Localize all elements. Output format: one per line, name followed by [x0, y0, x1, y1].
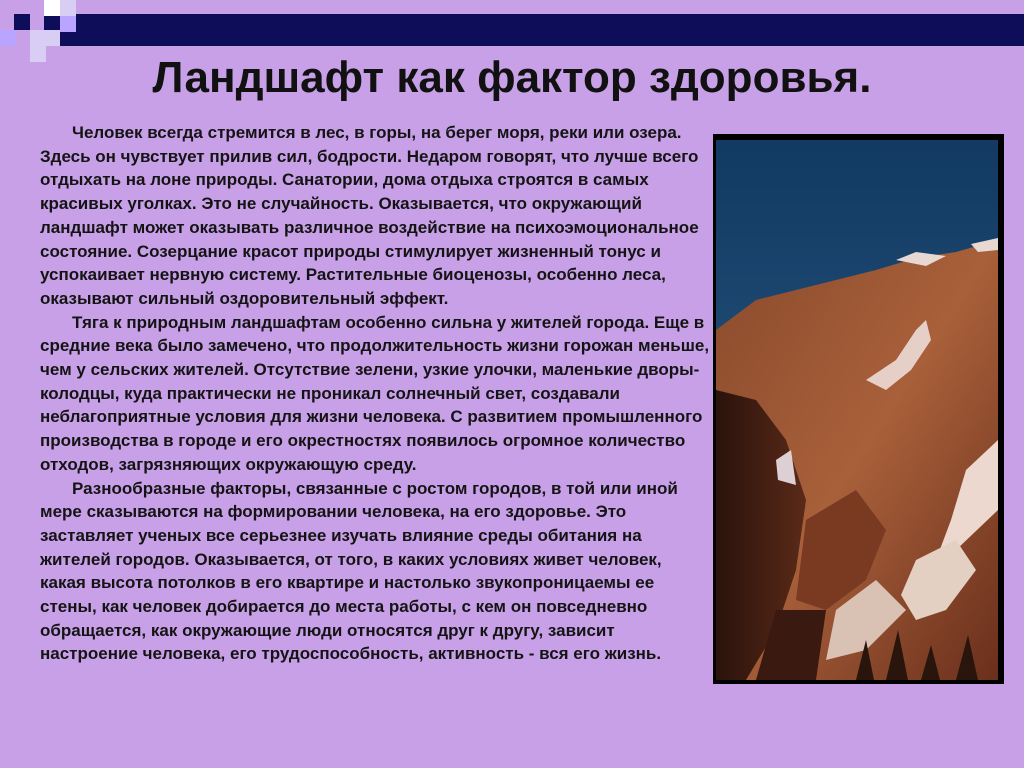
slide-title: Ландшафт как фактор здоровья. — [152, 53, 872, 102]
paragraph: Тяга к природным ландшафтам особенно сильна у жителей города. Еще в средние века было замечено, что продолжительность жизни горожан меньше, чем у сельских жителей. Отсутствие зелени, узкие улочки, маленькие дворы-колодцы, куда практически не проникал солнечный свет, создавали неблагоприятные условия для жизни человека. С развитием промышленного производства в городе и его окрестностях появилось огромное количество отходов, загрязняющих окружающую среду. — [40, 312, 710, 474]
corner-square-decoration — [44, 0, 60, 16]
corner-square-decoration — [0, 30, 16, 46]
corner-square-decoration — [44, 30, 60, 46]
paragraph: Человек всегда стремится в лес, в горы, на берег моря, реки или озера. Здесь он чувствует прилив сил, бодрости. Недаром говорят, что лучше всего отдыхать на лоне природы. Санатории, дома отдыха строятся в самых красивых уголках. Это не случайность. Оказывается, что окружающий ландшафт может оказывать различное воздействие на психоэмоциональное состояние. Созерцание красот природы стимулирует жизненный тонус и успокаивает нервную систему. Растительные биоценозы, особенно леса, оказывают сильный оздоровительный эффект. — [40, 123, 699, 308]
body-text — [40, 121, 710, 666]
paragraph: Разнообразные факторы, связанные с ростом городов, в той или иной мере сказываются на формировании человека, на его здоровье. Это заставляет ученых все серьезнее изучать влияние среды обитания на жителей городов. Оказывается, от того, в каких условиях живет человек, какая высота потолков в его квартире и настолько звукопроницаемы ее стены, как человек добирается до места работы, с кем он повседневно обращается, как окружающие люди относятся друг к другу, зависит настроение человека, его трудоспособность, активность - вся его жизнь. — [40, 478, 678, 664]
corner-square-decoration — [14, 14, 30, 30]
mountain-landscape-image — [716, 140, 998, 680]
corner-square-decoration — [60, 16, 76, 32]
mountain-photo — [713, 134, 1004, 684]
corner-square-decoration — [60, 0, 76, 16]
title-bar-decoration — [44, 14, 1024, 46]
